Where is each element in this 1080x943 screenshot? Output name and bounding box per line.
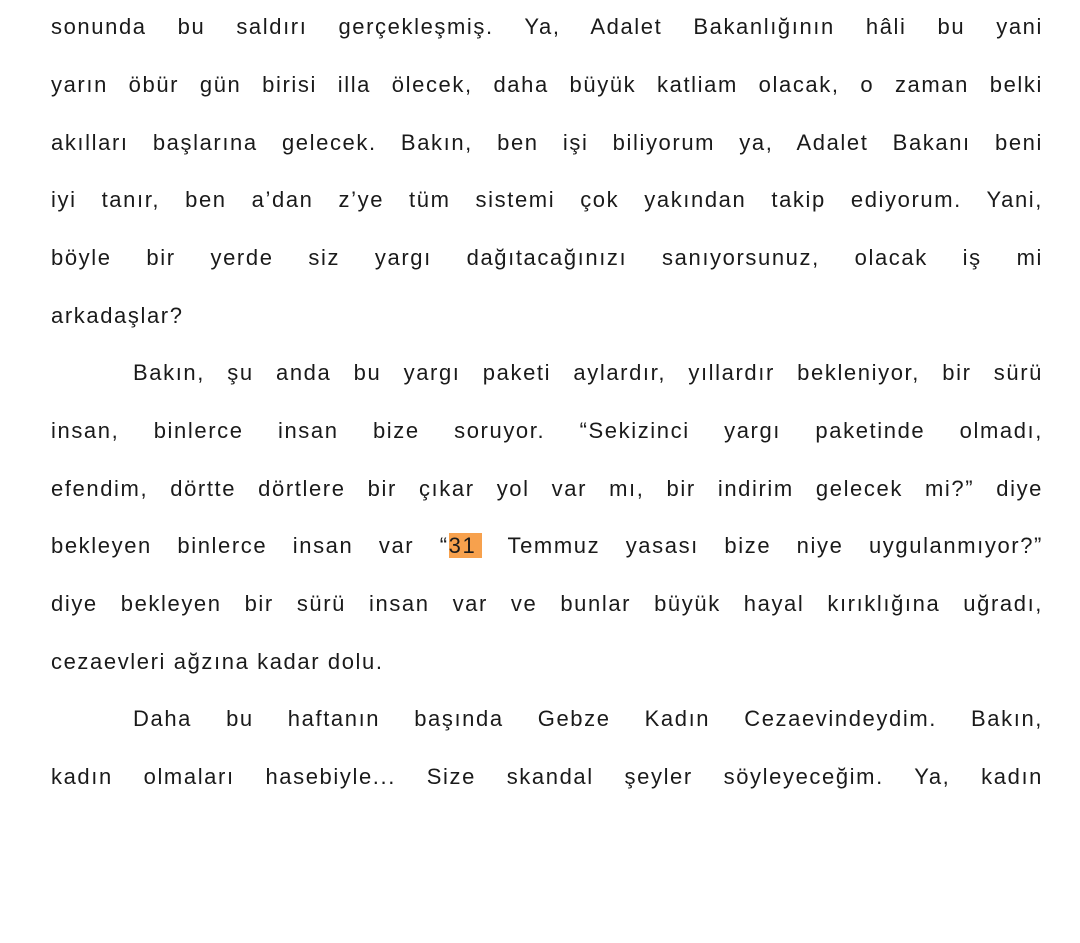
text-segment: bekleyen binlerce insan var “ (51, 533, 449, 558)
text-line: insan, binlerce insan bize soruyor. “Sekizinci yargı paketinde olmadı, (51, 418, 1043, 443)
text-line: yarın öbür gün birisi illa ölecek, daha büyük katliam olacak, o zaman belki (51, 72, 1043, 97)
text-segment: Temmuz yasası bize niye uygulanmıyor?” (482, 533, 1043, 558)
highlighted-text: 31 (449, 533, 483, 558)
text-line: iyi tanır, ben a’dan z’ye tüm sistemi çok yakından takip ediyorum. Yani, (51, 187, 1043, 212)
text-line: Bakın, şu anda bu yargı paketi aylardır, yıllardır bekleniyor, bir sürü (133, 360, 1043, 385)
text-line: böyle bir yerde siz yargı dağıtacağınızı sanıyorsunuz, olacak iş mi (51, 245, 1043, 270)
text-line: cezaevleri ağzına kadar dolu. (51, 649, 384, 674)
text-line: sonunda bu saldırı gerçekleşmiş. Ya, Adalet Bakanlığının hâli bu yani (51, 14, 1043, 39)
text-line: akılları başlarına gelecek. Bakın, ben işi biliyorum ya, Adalet Bakanı beni (51, 130, 1043, 155)
text-line: kadın olmaları hasebiyle... Size skandal şeyler söyleyeceğim. Ya, kadın (51, 764, 1043, 789)
text-line: diye bekleyen bir sürü insan var ve bunlar büyük hayal kırıklığına uğradı, (51, 591, 1043, 616)
text-line-with-highlight (51, 530, 1043, 562)
text-line: Daha bu haftanın başında Gebze Kadın Cezaevindeydim. Bakın, (133, 706, 1043, 731)
text-line: arkadaşlar? (51, 303, 184, 328)
text-line: efendim, dörtte dörtlere bir çıkar yol var mı, bir indirim gelecek mi?” diye (51, 476, 1043, 501)
